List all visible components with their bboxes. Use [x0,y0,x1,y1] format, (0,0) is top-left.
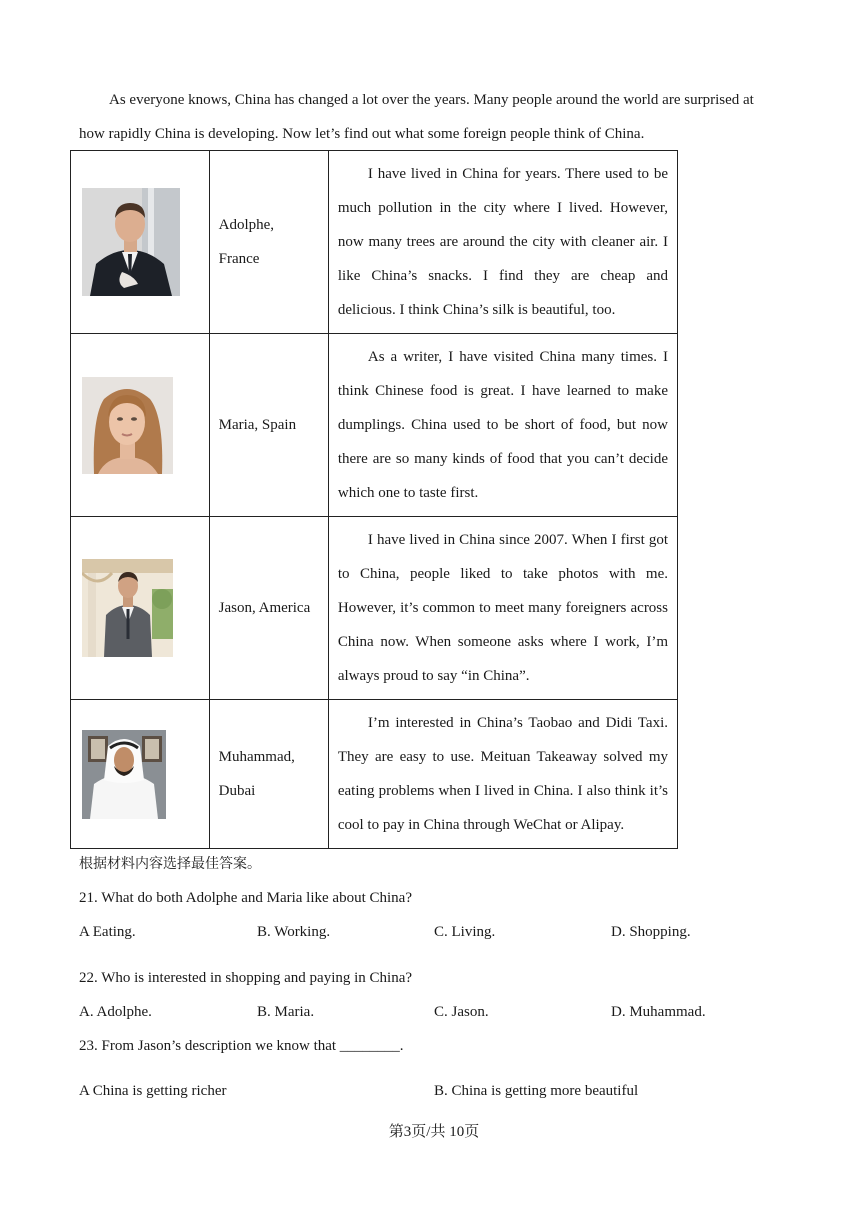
person-description: I have lived in China since 2007. When I first got to China, people liked to take photos with me. However, it’s common to meet many foreigners across China now. When someone asks where I work, I’m always proud to say “in China”. [337,532,668,684]
person-name-line-2: Dubai [218,783,256,799]
people-table [70,150,678,849]
photo-cell [71,151,210,334]
question-22-option-c: C. Jason. [434,1004,489,1020]
person-description-cell [328,334,677,517]
person-name-line-1: Maria, Spain [218,417,297,433]
intro-line-1: As everyone knows, China has changed a lot over the years. Many people around the world are surprised at [109,92,754,108]
table-row [71,151,678,334]
table-row [71,334,678,517]
question-22-option-b: B. Maria. [257,1004,315,1020]
instruction-text: 根据材料内容选择最佳答案。 [79,856,261,872]
photo-cell [71,700,210,849]
person-name-line-1: Adolphe, [218,217,275,233]
question-22-option-d: D. Muhammad. [611,1004,706,1020]
question-23-option-b: B. China is getting more beautiful [434,1083,639,1099]
table-row [71,517,678,700]
person-name-cell [209,334,328,517]
photo-cell [71,517,210,700]
person-name-line-1: Jason, America [218,600,311,616]
man-in-kandura-photo [82,730,166,819]
question-23-option-a: A China is getting richer [79,1083,227,1099]
question-21-option-a: A Eating. [79,924,136,940]
woman-portrait-photo [82,377,173,474]
table-row [71,700,678,849]
intro-line-2: how rapidly China is developing. Now let’s find out what some foreign people think of China. [79,126,645,142]
question-22-stem: 22. Who is interested in shopping and paying in China? [79,970,413,986]
intro-paragraph [79,83,791,151]
man-standing-photo [82,559,173,657]
person-description-cell [328,517,677,700]
question-22-option-a: A. Adolphe. [79,1004,152,1020]
page-footer: 第3页/共 10页 [388,1124,480,1140]
question-21-option-c: C. Living. [434,924,496,940]
question-21-stem: 21. What do both Adolphe and Maria like about China? [79,890,412,906]
person-name-cell [209,151,328,334]
person-description: I have lived in China for years. There used to be much pollution in the city where I lived. However, now many trees are around the city with cleaner air. I like China’s snacks. I find they are cheap and delicious. I think China’s silk is beautiful, too. [337,166,668,318]
photo-cell [71,334,210,517]
person-name-cell [209,700,328,849]
man-in-suit-photo [82,188,180,296]
question-21-option-b: B. Working. [257,924,331,940]
person-name-cell [209,517,328,700]
person-name-line-2: France [218,251,260,267]
person-description-cell [328,151,677,334]
person-description-cell [328,700,677,849]
person-description: I’m interested in China’s Taobao and Didi Taxi. They are easy to use. Meituan Takeaway solved my eating problems when I lived in China. I also think it’s cool to pay in China through WeChat or Alipay. [337,715,668,833]
person-description: As a writer, I have visited China many times. I think Chinese food is great. I have learned to make dumplings. China used to be short of food, but now there are so many kinds of food that you can’t decide which one to taste first. [337,349,668,501]
person-name-line-1: Muhammad, [218,749,295,765]
question-21-option-d: D. Shopping. [611,924,691,940]
question-23-stem: 23. From Jason’s description we know that ________. [79,1038,404,1054]
